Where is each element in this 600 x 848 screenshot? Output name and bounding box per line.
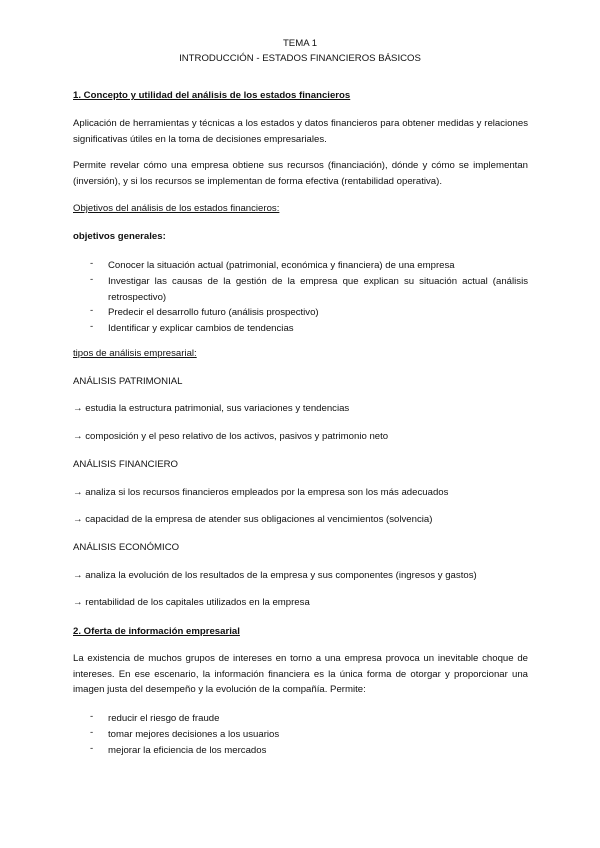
bullet-dash: - <box>90 274 94 285</box>
patrimonial-item: → estudia la estructura patrimonial, sus variaciones y tendencias <box>73 403 350 414</box>
section2-heading: 2. Oferta de información empresarial <box>73 626 240 637</box>
list-item: reducir el riesgo de fraude <box>108 713 220 724</box>
list-item: mejorar la eficiencia de los mercados <box>108 745 267 756</box>
section2-para: La existencia de muchos grupos de intereses en torno a una empresa provoca un inevitable choque de intereses. En ese escenario, la información financiera es la única forma de otorgar y proporcionar una imagen justa del desempeño y la evolución de la compañía. Permite: <box>73 653 528 695</box>
tipos-heading: tipos de análisis empresarial: <box>73 348 197 359</box>
bullet-dash: - <box>90 711 94 722</box>
document-subtitle: INTRODUCCIÓN - ESTADOS FINANCIEROS BÁSICOS <box>179 53 421 64</box>
economico-item: → analiza la evolución de los resultados de la empresa y sus componentes (ingresos y gastos) <box>73 570 477 581</box>
financiero-title: ANÁLISIS FINANCIERO <box>73 459 179 470</box>
bullet-dash: - <box>90 321 94 332</box>
financiero-item: → capacidad de la empresa de atender sus obligaciones al vencimientos (solvencia) <box>73 514 433 525</box>
bullet-dash: - <box>90 305 94 316</box>
section1-para1: Aplicación de herramientas y técnicas a los estados y datos financieros para obtener medidas y relaciones significativas útiles en la toma de decisiones empresariales. <box>73 118 528 145</box>
objetivos-generales-label: objetivos generales: <box>73 231 166 242</box>
objetivos-heading: Objetivos del análisis de los estados financieros: <box>73 203 280 214</box>
list-item: Identificar y explicar cambios de tendencias <box>108 323 294 334</box>
section1-para2: Permite revelar cómo una empresa obtiene sus recursos (financiación), dónde y cómo se implementan (inversión), y si los recursos se implementan de forma efectiva (rentabilidad operativa). <box>73 160 528 187</box>
section1-heading: 1. Concepto y utilidad del análisis de los estados financieros <box>73 90 351 101</box>
list-item: Conocer la situación actual (patrimonial, económica y financiera) de una empresa <box>108 260 455 271</box>
financiero-item: → analiza si los recursos financieros empleados por la empresa son los más adecuados <box>73 487 449 498</box>
patrimonial-item: → composición y el peso relativo de los activos, pasivos y patrimonio neto <box>73 431 389 442</box>
patrimonial-title: ANÁLISIS PATRIMONIAL <box>73 376 183 387</box>
list-item: Predecir el desarrollo futuro (análisis prospectivo) <box>108 307 319 318</box>
bullet-dash: - <box>90 743 94 754</box>
economico-title: ANÁLISIS ECONÓMICO <box>73 542 180 553</box>
list-item: Investigar las causas de la gestión de la empresa que explican su situación actual (análisis retrospectivo) <box>108 276 528 303</box>
bullet-dash: - <box>90 727 94 738</box>
economico-item: → rentabilidad de los capitales utilizados en la empresa <box>73 597 310 608</box>
list-item: tomar mejores decisiones a los usuarios <box>108 729 280 740</box>
bullet-dash: - <box>90 258 94 269</box>
tema-label: TEMA 1 <box>282 38 318 49</box>
